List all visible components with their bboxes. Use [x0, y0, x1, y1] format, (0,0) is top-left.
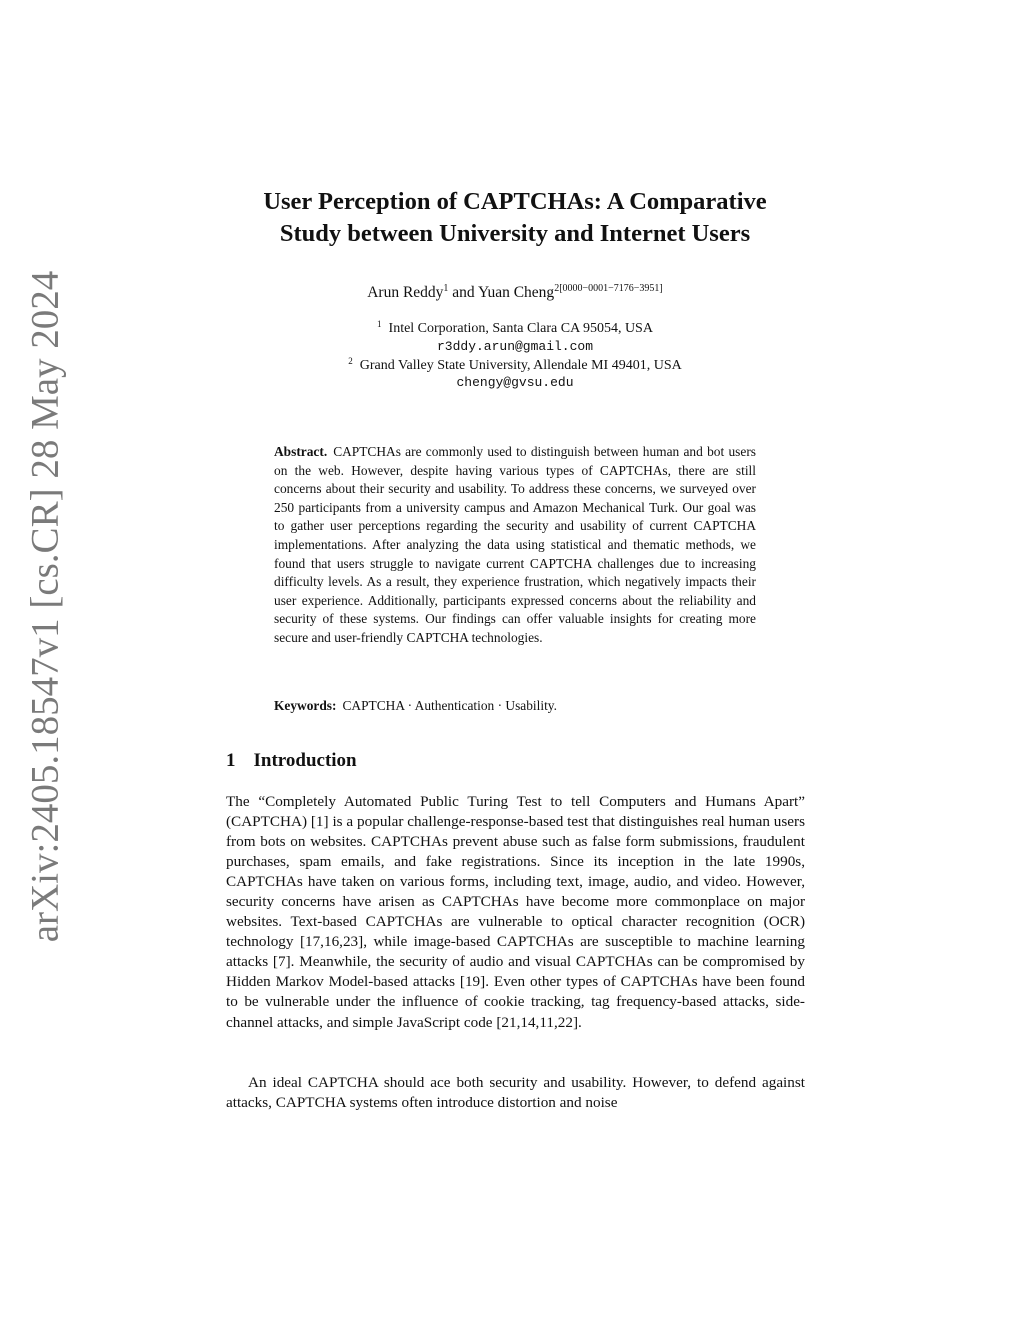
arxiv-stamp [6, 270, 84, 942]
abstract [274, 443, 756, 648]
author-name-2: Yuan Cheng [477, 284, 555, 301]
keywords [274, 698, 756, 714]
email-1[interactable]: r3ddy.arun@gmail.com [436, 339, 594, 354]
email-2[interactable]: chengy@gvsu.edu [456, 375, 574, 390]
affiliation-2 [180, 356, 850, 374]
section-title: Introduction [253, 750, 357, 771]
keywords-label: Keywords: [274, 698, 337, 713]
author-list [180, 283, 850, 302]
affiliation-2-number: 2 [348, 356, 353, 366]
abstract-label: Abstract. [274, 444, 328, 459]
section-heading-introduction [226, 750, 357, 772]
affiliation-1 [180, 319, 850, 337]
keywords-text: CAPTCHA · Authentication · Usability. [342, 698, 557, 713]
author-joiner: and [448, 284, 478, 301]
section-number: 1 [226, 750, 236, 771]
title-line-2: Study between University and Internet Users [279, 220, 751, 247]
author-affil-mark-2: 2[0000−0001−7176−3951] [554, 283, 663, 294]
author-affil-mark-1: 1 [443, 283, 449, 294]
arxiv-stamp-text: arXiv:2405.18547v1 [cs.CR] 28 May 2024 [23, 270, 67, 942]
affiliation-1-text: Intel Corporation, Santa Clara CA 95054, USA [388, 321, 653, 336]
title-line-1: User Perception of CAPTCHAs: A Comparative [263, 188, 767, 215]
paper-title [180, 186, 850, 250]
affiliation-2-text: Grand Valley State University, Allendale MI 49401, USA [359, 358, 682, 373]
affiliation-1-number: 1 [377, 319, 382, 329]
abstract-text: CAPTCHAs are commonly used to distinguish between human and bot users on the web. However, despite having various types of CAPTCHAs, there are still concerns about their security and usability. To address these concerns, we surveyed over 250 participants from a university campus and Amazon Mechanical Turk. Our goal was to gather user perceptions regarding the security and usability of current CAPTCHA implementations. After analyzing the data using statistical and thematic methods, we found that users struggle to navigate current CAPTCHA challenges due to increasing difficulty levels. As a result, they experience frustration, which negatively impacts their user experience. Additionally, participants expressed concerns about the reliability and security of these systems. Our findings can offer valuable insights for creating more secure and user-friendly CAPTCHA technologies. [274, 444, 756, 645]
intro-paragraph-1: The “Completely Automated Public Turing Test to tell Computers and Humans Apart” (CAPTCHA) [1] is a popular challenge-response-based test that distinguishes real human users from bots on websites. CAPTCHAs prevent abuse such as false form submissions, fraudulent purchases, spam emails, and fake registrations. Since its inception in the late 1990s, CAPTCHAs have taken on various forms, including text, image, audio, and video. However, security concerns have arisen as CAPTCHAs have become more commonplace on major websites. Text-based CAPTCHAs are vulnerable to optical character recognition (OCR) technology [17,16,23], while image-based CAPTCHAs are susceptible to machine learning attacks [7]. Meanwhile, the security of audio and visual CAPTCHAs can be compromised by Hidden Markov Model-based attacks [19]. Even other types of CAPTCHAs have been found to be vulnerable under the influence of cookie tracking, tag frequency-based attacks, side-channel attacks, and simple JavaScript code [21,14,11,22]. [226, 793, 805, 1031]
intro-paragraph-2: An ideal CAPTCHA should ace both security and usability. However, to defend against attacks, CAPTCHA systems often introduce distortion and noise [226, 1074, 805, 1112]
author-name-1: Arun Reddy [367, 284, 444, 301]
